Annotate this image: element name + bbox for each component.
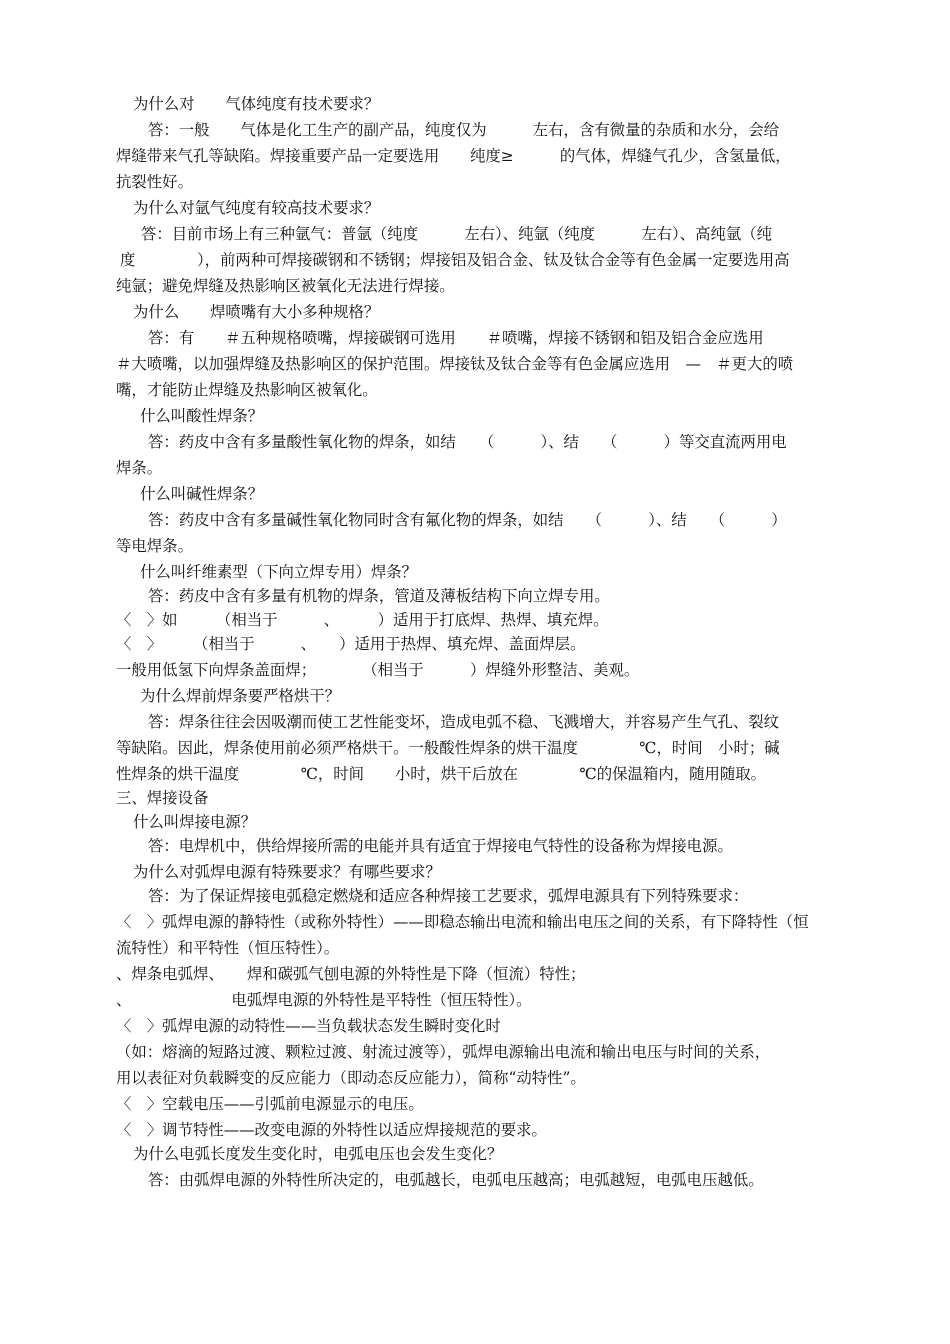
answer-line: 答：由弧焊电源的外特性所决定的，电弧越长，电弧电压越高；电弧越短，电弧电压越低。 (148, 1171, 764, 1189)
list-item: 〈 〉弧焊电源的动特性——当负载状态发生瞬时变化时 (116, 1017, 501, 1035)
answer-line: 答：一般 气体是化工生产的副产品，纯度仅为 左右，含有微量的杂质和水分，会给 (148, 121, 780, 139)
body-line: （如：熔滴的短路过渡、颗粒过渡、射流过渡等），弧焊电源输出电流和输出电压与时间的关系， (116, 1043, 771, 1061)
list-item: 〈 〉 （相当于 、 ）适用于热焊、填充焊、盖面焊层。 (116, 635, 586, 653)
question-line: 什么叫焊接电源？ (133, 813, 257, 831)
answer-line: ＃大喷嘴，以加强焊缝及热影响区的保护范围。焊接钛及钛合金等有色金属应选用 — ＃更大的喷 (116, 355, 794, 373)
answer-line: 焊缝带来气孔等缺陷。焊接重要产品一定要选用 纯度≥ 的气体，焊缝气孔少，含氢量低， (116, 147, 791, 165)
answer-line: 焊条。 (116, 459, 163, 477)
body-line: 用以表征对负载瞬变的反应能力（即动态反应能力），简称“动特性”。 (116, 1069, 586, 1087)
answer-line: 答：药皮中含有多量酸性氧化物的焊条，如结 （ ）、结 （ ）等交直流两用电 (148, 433, 787, 451)
list-item: 〈 〉调节特性——改变电源的外特性以适应焊接规范的要求。 (116, 1121, 547, 1139)
answer-line: 等电焊条。 (116, 537, 193, 555)
question-line: 为什么焊前焊条要严格烘干？ (140, 687, 341, 705)
answer-line: 答：电焊机中，供给焊接所需的电能并具有适宜于焊接电气特性的设备称为焊接电源。 (148, 837, 733, 855)
list-item: 〈 〉空载电压——引弧前电源显示的电压。 (116, 1095, 424, 1113)
question-line: 为什么对弧焊电源有特殊要求？有哪些要求？ (133, 863, 441, 881)
answer-line: 等缺陷。因此，焊条使用前必须严格烘干。一般酸性焊条的烘干温度 ℃，时间 小时；碱 (116, 739, 780, 757)
body-line: 、焊条电弧焊、 焊和碳弧气刨电源的外特性是下降（恒流）特性； (116, 965, 586, 983)
answer-line: 性焊条的烘干温度 ℃，时间 小时，烘干后放在 ℃的保温箱内，随用随取。 (116, 765, 767, 783)
question-line: 什么叫纤维素型（下向立焊专用）焊条？ (140, 563, 418, 581)
question-line: 什么叫碱性焊条？ (140, 485, 264, 503)
answer-line: 答：药皮中含有多量有机物的焊条，管道及薄板结构下向立焊专用。 (148, 587, 610, 605)
answer-line: 答：药皮中含有多量碱性氧化物同时含有氟化物的焊条，如结 （ ）、结 （ ） (148, 511, 787, 529)
answer-line: 答：焊条往往会因吸潮而使工艺性能变坏，造成电弧不稳、飞溅增大，并容易产生气孔、裂纹 (148, 713, 780, 731)
list-item: 流特性）和平特性（恒压特性）。 (116, 939, 340, 957)
body-line: 一般用低氢下向焊条盖面焊； （相当于 ）焊缝外形整洁、美观。 (116, 661, 640, 679)
question-line: 为什么 焊喷嘴有大小多种规格？ (133, 303, 380, 321)
list-item: 〈 〉如 （相当于 、 ）适用于打底焊、热焊、填充焊。 (116, 611, 609, 629)
question-line: 什么叫酸性焊条？ (140, 407, 264, 425)
answer-line: 嘴，才能防止焊缝及热影响区被氧化。 (116, 381, 378, 399)
answer-line: 答：目前市场上有三种氩气：普氩（纯度 左右）、纯氩（纯度 左右）、高纯氩（纯 (141, 225, 773, 243)
answer-line: 纯氩；避免焊缝及热影响区被氧化无法进行焊接。 (116, 277, 455, 295)
answer-line: 答：为了保证焊接电弧稳定燃烧和适应各种焊接工艺要求，弧焊电源具有下列特殊要求： (148, 887, 749, 905)
question-line: 为什么对 气体纯度有技术要求？ (133, 95, 380, 113)
question-line: 为什么电弧长度发生变化时，电弧电压也会发生变化？ (133, 1145, 503, 1163)
question-line: 为什么对氩气纯度有较高技术要求？ (133, 199, 380, 217)
answer-line: 答：有 ＃五种规格喷嘴，焊接碳钢可选用 ＃喷嘴，焊接不锈钢和铝及铝合金应选用 (148, 329, 764, 347)
section-heading: 三、焊接设备 (116, 789, 209, 807)
answer-line: 抗裂性好。 (116, 173, 193, 191)
body-line: 、 电弧焊电源的外特性是平特性（恒压特性）。 (116, 991, 532, 1009)
answer-line: 度 ），前两种可焊接碳钢和不锈钢；焊接铝及铝合金、钛及钛合金等有色金属一定要选用高 (120, 251, 790, 269)
list-item: 〈 〉弧焊电源的静特性（或称外特性）——即稳态输出电流和输出电压之间的关系，有下降特性（恒 (116, 913, 809, 931)
